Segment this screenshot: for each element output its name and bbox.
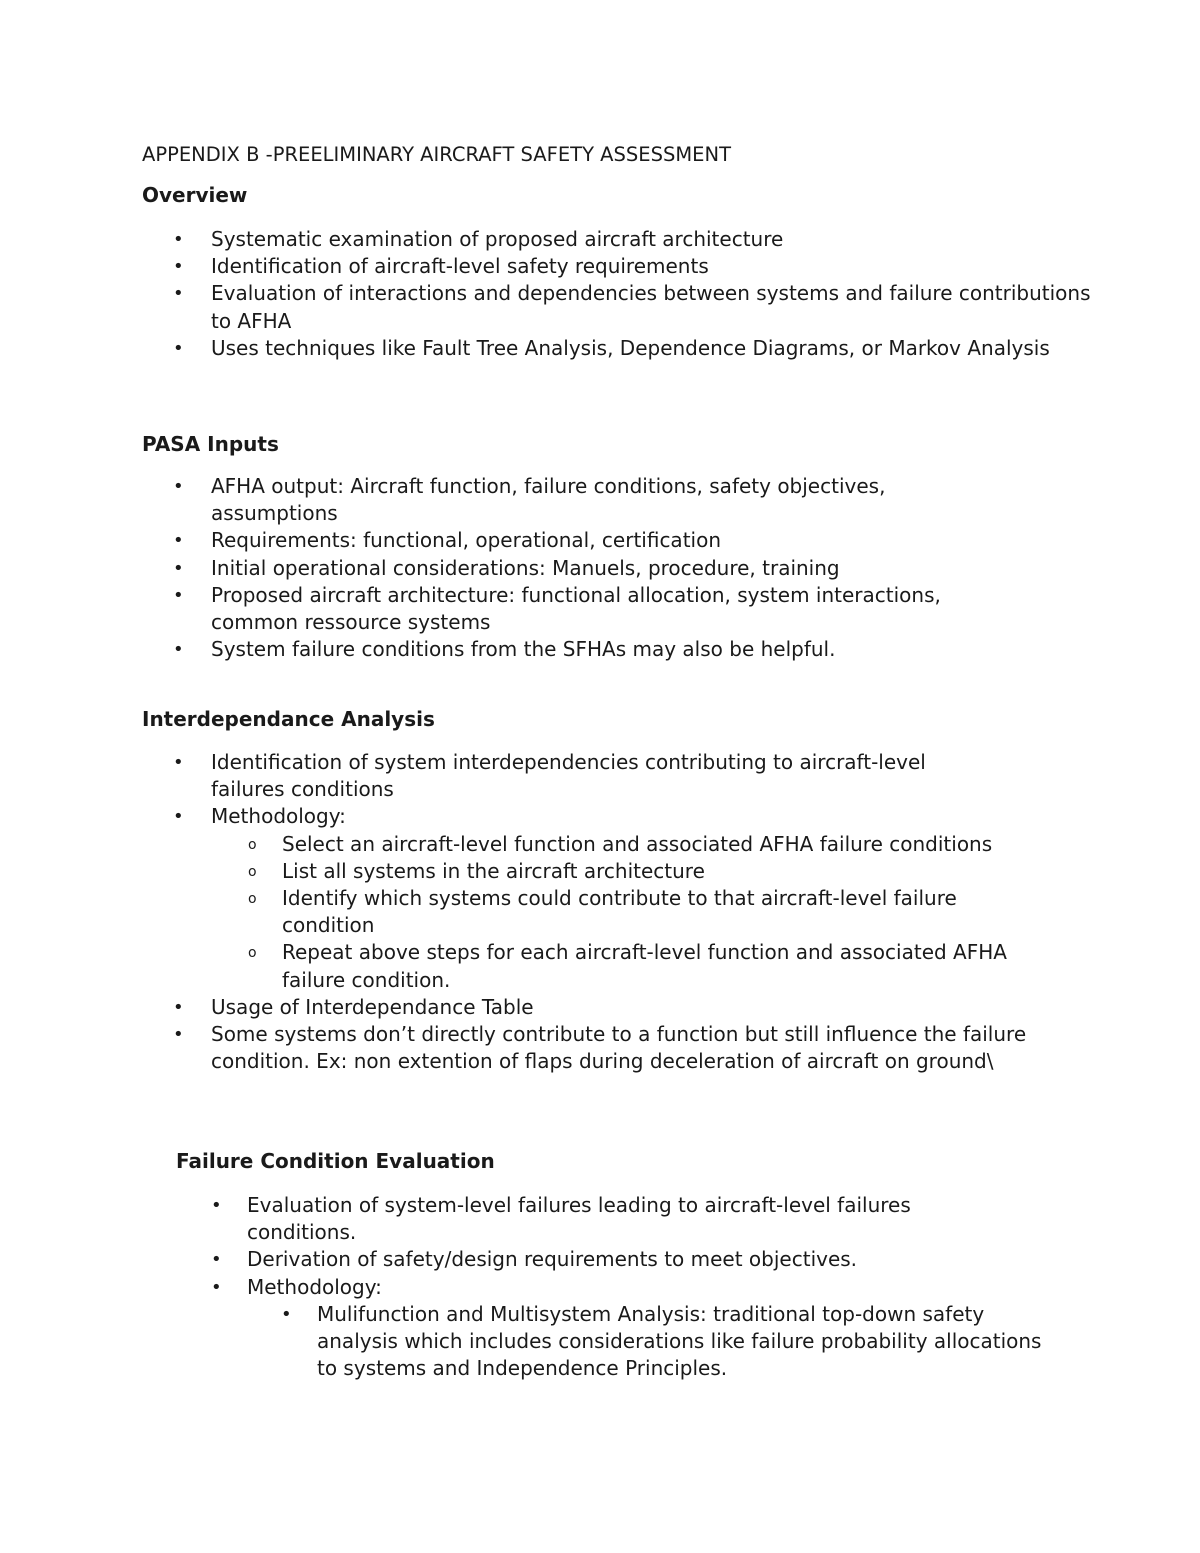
bullet-icon: • [173, 806, 184, 828]
sub-list-item: • Mulifunction and Multisystem Analysis: traditional top-down safety analysis which includes considerations like failure probability allocations to systems and Independence Principles. [281, 1301, 1042, 1381]
bullet-icon: • [173, 530, 184, 552]
bullet-icon: • [173, 337, 184, 359]
sub-list-item: o Repeat above steps for each aircraft-level function and associated AFHA failure condition. [248, 940, 1007, 992]
document-title: APPENDIX B -PREELIMINARY AIRCRAFT SAFETY ASSESSMENT [142, 143, 731, 166]
bullet-icon: • [173, 752, 184, 773]
bullet-icon: • [211, 1195, 222, 1216]
interdependance-methodology-list [248, 831, 1062, 994]
bullet-icon: • [211, 1249, 222, 1271]
sub-bullet-icon: o [248, 945, 257, 962]
list-item: • Identification of aircraft-level safety requirements [211, 253, 1091, 280]
bullet-icon: • [173, 229, 184, 250]
list-item: • Identification of system interdependencies contributing to aircraft-level failures conditions [173, 750, 926, 802]
bullet-icon: • [173, 996, 184, 1018]
list-item: • AFHA output: Aircraft function, failure conditions, safety objectives, assumptions [173, 474, 886, 526]
list-item: • System failure conditions from the SFHAs may also be helpful. [211, 636, 1011, 663]
pasa-inputs-list [173, 473, 1011, 663]
list-item: • Methodology: o Select an aircraft-level function and associated AFHA failure conditions o List all systems in the aircraft architecture o Identify which systems could contribute to that aircraft-level failure condition o Repeat above steps for each aircraft-level function and associated AFHA failure condition. [211, 803, 1061, 993]
list-item: • Uses techniques like Fault Tree Analysis, Dependence Diagrams, or Markov Analysis [211, 335, 1091, 362]
bullet-icon: • [173, 283, 184, 305]
bullet-icon: • [173, 1024, 184, 1046]
sub-bullet-icon: o [248, 891, 257, 908]
list-item: • Proposed aircraft architecture: functional allocation, system interactions, common ressource systems [173, 582, 941, 635]
list-item: • Usage of Interdependance Table [211, 994, 1061, 1021]
bullet-icon: • [211, 1276, 222, 1298]
section-heading-failure-condition-evaluation: Failure Condition Evaluation [176, 1149, 495, 1173]
section-heading-interdependance-analysis: Interdependance Analysis [142, 707, 435, 731]
sub-list-item: o Identify which systems could contribute to that aircraft-level failure condition [248, 886, 957, 938]
bullet-icon: • [281, 1303, 292, 1325]
sub-list-item: o List all systems in the aircraft architecture [282, 858, 1062, 885]
bullet-icon: • [173, 256, 184, 278]
list-item: • Evaluation of interactions and dependencies between systems and failure contributions to AFHA [173, 281, 1091, 333]
bullet-icon: • [173, 476, 184, 497]
interdependance-list [173, 749, 1061, 1075]
list-item: • Evaluation of system-level failures leading to aircraft-level failures conditions. [211, 1193, 911, 1245]
sub-bullet-icon: o [248, 836, 257, 853]
list-item: • Some systems don’t directly contribute to a function but still influence the failure condition. Ex: non extention of flaps during deceleration of aircraft on ground\ [173, 1022, 1027, 1074]
section-heading-overview: Overview [142, 183, 248, 207]
failure-condition-methodology-list [281, 1301, 1042, 1383]
list-item: • Derivation of safety/design requirements to meet objectives. [247, 1246, 1037, 1273]
bullet-icon: • [173, 557, 184, 579]
list-item: • Initial operational considerations: Manuels, procedure, training [211, 555, 1011, 582]
bullet-icon: • [173, 639, 184, 661]
failure-condition-list [211, 1192, 1042, 1382]
list-item: • Requirements: functional, operational, certification [211, 527, 1011, 554]
list-item: • Systematic examination of proposed aircraft architecture [211, 226, 1091, 253]
bullet-icon: • [173, 584, 184, 606]
sub-list-item: o Select an aircraft-level function and associated AFHA failure conditions [282, 831, 1062, 858]
list-item: • Methodology: • Mulifunction and Multisystem Analysis: traditional top-down safety analysis which includes considerations like failure probability allocations to systems and Independence Principles. [247, 1274, 1037, 1383]
section-heading-pasa-inputs: PASA Inputs [142, 432, 279, 456]
sub-bullet-icon: o [248, 863, 257, 880]
overview-list [173, 226, 1091, 362]
